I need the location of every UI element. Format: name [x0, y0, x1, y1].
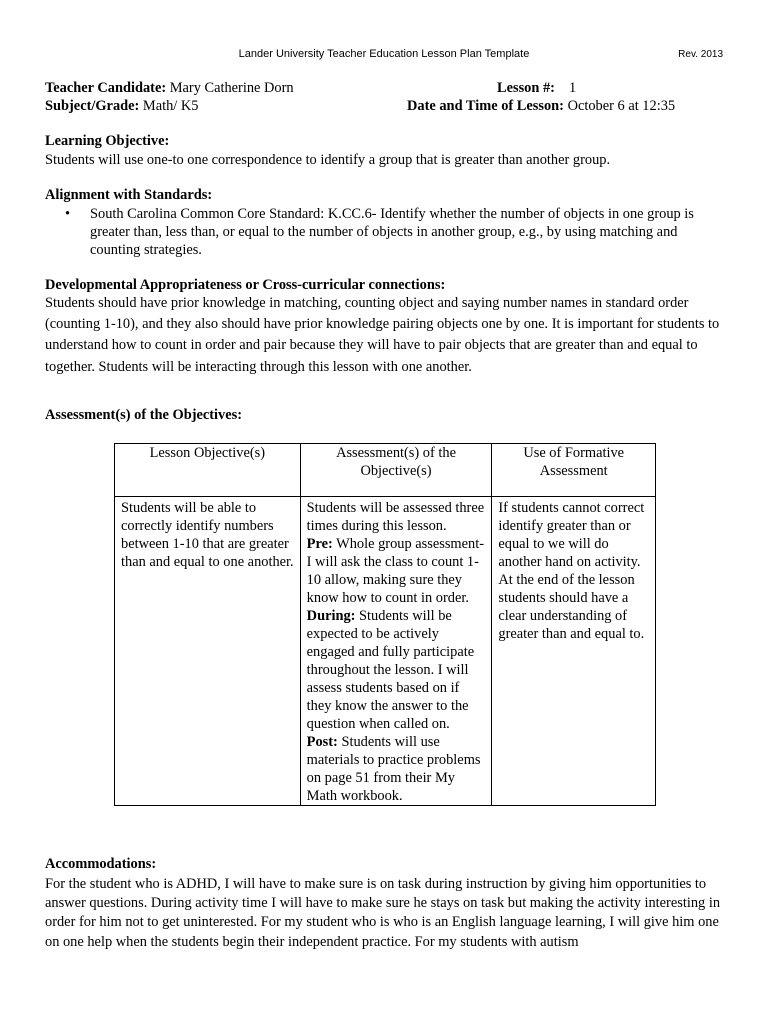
pre-label: Pre: — [306, 536, 333, 552]
lesson-number-line — [497, 79, 576, 97]
accommodations-text: For the student who is ADHD, I will have to make sure is on task during instruction by giving him opportunities to answer questions. During activity time I will have to make sure he stays on task but making the activity interesting in order for him not to get uninterested. For my student who is who is an English language learning, I will give him one on one help when the students begin their independent practice. For my students with autism — [45, 876, 721, 950]
lesson-number-label: Lesson #: — [497, 80, 555, 96]
column-header-assessment: Assessment(s) of the Objective(s) — [300, 444, 492, 497]
alignment-title: Alignment with Standards: — [45, 187, 213, 203]
column-header-formative: Use of Formative Assessment — [492, 444, 656, 497]
assessment-table — [114, 443, 656, 806]
assessment-cell — [300, 497, 492, 806]
document-header-title: Lander University Teacher Education Lesson Plan Template — [238, 48, 530, 60]
subject-grade-label: Subject/Grade: — [45, 98, 140, 114]
standards-list — [45, 205, 725, 259]
during-label: During: — [306, 608, 356, 624]
learning-objective-text: Students will use one-to one correspondence to identify a group that is greater than another group. — [45, 152, 611, 168]
teacher-candidate-label: Teacher Candidate: — [45, 80, 167, 96]
standard-item-text: South Carolina Common Core Standard: K.CC.6- Identify whether the number of objects in one group is greater than, less than, or equal to the number of objects in another group, e.g., by using matching and counting strategies. — [90, 206, 694, 258]
column-header-objective: Lesson Objective(s) — [115, 444, 301, 497]
bullet-icon: • — [65, 206, 71, 222]
objective-cell-text: Students will be able to correctly identify numbers between 1-10 that are greater than and equal to one another. — [121, 500, 294, 570]
pre-text: Whole group assessment- I will ask the class to count 1-10 allow, making sure they know how to count in order. — [306, 536, 484, 606]
assessment-title: Assessment(s) of the Objectives: — [45, 407, 243, 423]
revision-label: Rev. 2013 — [678, 49, 723, 60]
teacher-candidate-value: Mary Catherine Dorn — [166, 80, 294, 96]
learning-objective-title: Learning Objective: — [45, 133, 170, 149]
teacher-candidate-line — [45, 79, 294, 97]
objective-cell — [115, 497, 301, 806]
table-row — [115, 497, 656, 806]
lesson-number-value: 1 — [568, 80, 577, 96]
formative-cell — [492, 497, 656, 806]
subject-grade-value: Math/ K5 — [139, 98, 199, 114]
date-time-value: October 6 at 12:35 — [563, 98, 676, 114]
table-header-row — [115, 444, 656, 497]
during-text: Students will be expected to be actively engaged and fully participate throughout the lesson. I will assess students based on if they know the answer to the question when called on. — [306, 608, 475, 732]
developmental-text: Students should have prior knowledge in matching, counting object and saying number names in standard order (counting 1-10), and they also should have prior knowledge pairing objects one by one. It is important for students to understand how to count in order and pair because they will have to pair objects that are greater than and equal to together. Students will be interacting through this lesson with one another. — [45, 295, 720, 375]
post-label: Post: — [306, 734, 338, 750]
developmental-title: Developmental Appropriateness or Cross-curricular connections: — [45, 277, 446, 293]
assessment-intro: Students will be assessed three times during this lesson. — [306, 500, 485, 534]
subject-grade-line — [45, 97, 199, 115]
date-time-label: Date and Time of Lesson: — [407, 98, 564, 114]
formative-cell-text: If students cannot correct identify greater than or equal to we will do another hand on activity. At the end of the lesson students should have a clear understanding of greater than and equal to. — [498, 500, 645, 642]
standard-item — [45, 205, 725, 259]
accommodations-title: Accommodations: — [45, 856, 157, 872]
date-time-line — [407, 97, 675, 115]
post-text: Students will use materials to practice problems on page 51 from their My Math workbook. — [306, 734, 481, 804]
